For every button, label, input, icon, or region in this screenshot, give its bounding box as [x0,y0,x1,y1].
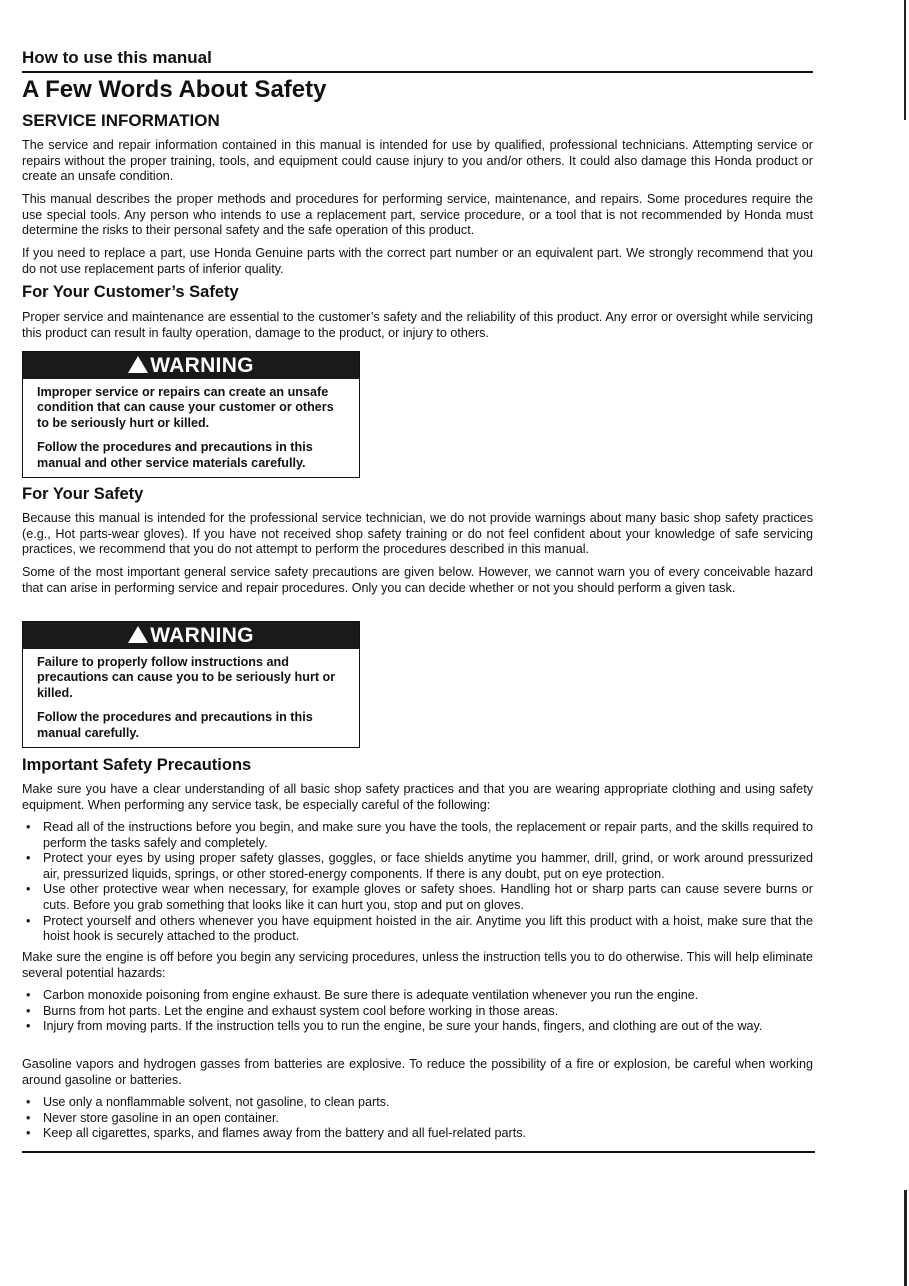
service-info-paragraph-2: This manual describes the proper methods and procedures for performing service, maintenance, and repairs. Some procedures require the use special tools. Any person who intends to use a replacement part, service procedure, or a tool that is not recommended by Honda must determine the risks to their personal safety and the safe operation of this product. [22,192,813,238]
list-item: • Carbon monoxide poisoning from engine exhaust. Be sure there is adequate ventilation whenever you run the engine. [22,988,813,1004]
bottom-rule [22,1151,815,1153]
your-safety-heading: For Your Safety [22,485,144,503]
list-item: • Injury from moving parts. If the instruction tells you to run the engine, be sure your hands, fingers, and clothing are out of the way. [22,1019,813,1035]
your-safety-paragraph-2: Some of the most important general service safety precautions are given below. However, we cannot warn you of every conceivable hazard that can arise in performing service and repair procedures. Only you can decide whether or not you should perform a given task. [22,565,813,595]
service-info-section [22,111,813,131]
list-item: • Use other protective wear when necessary, for example gloves or safety shoes. Handling hot or sharp parts can cause severe burns or cuts. Before you grab something that looks like it can hurt you, stop and put on gloves. [22,882,813,913]
warning-header-1 [23,352,359,379]
warning-box-1 [22,351,360,478]
engine-off-block [22,950,813,981]
precautions-list-1 [22,820,813,945]
warning-header-2 [23,622,359,649]
precautions-intro: Make sure you have a clear understanding of all basic shop safety practices and that you are wearing appropriate clothing and using safety equipment. When performing any service task, be especially careful of the following: [22,782,813,812]
warning-2-line-2: Follow the procedures and precautions in this manual carefully. [37,710,313,740]
scan-edge-mark [904,0,906,120]
precautions-intro-block [22,782,813,813]
list-item: • Read all of the instructions before you begin, and make sure you have the tools, the replacement or repair parts, and the skills required to perform the tasks safely and completely. [22,820,813,851]
your-safety-paragraph-1: Because this manual is intended for the professional service technician, we do not provide warnings about many basic shop safety practices (e.g., Hot parts-wear gloves). If you have not received shop safety training or do not feel confident about your knowledge of safe servicing practices, we recommend that you do not attempt to perform the procedures described in this manual. [22,511,813,557]
customer-safety-heading: For Your Customer’s Safety [22,283,239,301]
service-info-para-1-block [22,138,813,185]
customer-safety-para-block [22,310,813,341]
warning-2-line-1: Failure to properly follow instructions and precautions can cause you to be seriously hurt or killed. [37,655,336,700]
warning-body-1 [23,379,359,477]
scan-edge-mark [904,1190,907,1286]
list-item: • Never store gasoline in an open container. [22,1111,813,1127]
warning-1-line-2: Follow the procedures and precautions in this manual and other service materials carefully. [37,440,313,470]
gasoline-paragraph: Gasoline vapors and hydrogen gasses from batteries are explosive. To reduce the possibility of a fire or explosion, be careful when working around gasoline or batteries. [22,1057,813,1087]
your-safety-para-2-block [22,565,813,596]
warning-body-2 [23,649,359,747]
your-safety-section [22,485,813,504]
service-info-paragraph-1: The service and repair information contained in this manual is intended for use by qualified, professional technicians. Attempting service or repairs without the proper training, tools, and equipment could cause injury to you and/or others. It could also damage this Honda product or create an unsafe condition. [22,138,813,184]
precautions-list-2-block [22,988,813,1035]
precautions-list-3-block [22,1095,813,1142]
warning-triangle-icon [128,356,148,373]
list-item: • Burns from hot parts. Let the engine and exhaust system cool before working in those areas. [22,1004,813,1020]
list-item: • Keep all cigarettes, sparks, and flames away from the battery and all fuel-related parts. [22,1126,813,1142]
service-info-heading: SERVICE INFORMATION [22,111,220,130]
warning-label-2: WARNING [150,624,254,647]
engine-off-paragraph: Make sure the engine is off before you begin any servicing procedures, unless the instruction tells you to do otherwise. This will help eliminate several potential hazards: [22,950,813,980]
warning-triangle-icon [128,626,148,643]
section-header: How to use this manual [22,48,813,73]
service-info-para-2-block [22,192,813,239]
warning-1-line-1: Improper service or repairs can create an unsafe condition that can cause your customer or others to be seriously hurt or killed. [37,385,334,430]
precautions-section [22,756,813,775]
list-item: • Protect your eyes by using proper safety glasses, goggles, or face shields anytime you hammer, drill, grind, or work around pressurized air, pressurized liquids, springs, or other stored-energy components. If there is any doubt, put on eye protection. [22,851,813,882]
customer-safety-paragraph: Proper service and maintenance are essential to the customer’s safety and the reliability of this product. Any error or oversight while servicing this product can result in faulty operation, damage to the product, or injury to others. [22,310,813,340]
precautions-list-3 [22,1095,813,1142]
precautions-heading: Important Safety Precautions [22,756,252,774]
warning-label-1: WARNING [150,354,254,377]
warning-box-2 [22,621,360,748]
list-item: • Use only a nonflammable solvent, not gasoline, to clean parts. [22,1095,813,1111]
gasoline-block [22,1057,813,1088]
precautions-list-2 [22,988,813,1035]
customer-safety-section [22,283,813,302]
precautions-list-1-block [22,820,813,945]
your-safety-para-1-block [22,511,813,558]
list-item: • Protect yourself and others whenever you have equipment hoisted in the air. Anytime you lift this product with a hoist, make sure that the hoist hook is securely attached to the product. [22,914,813,945]
service-info-paragraph-3: If you need to replace a part, use Honda Genuine parts with the correct part number or an equivalent part. We strongly recommend that you do not use replacement parts of inferior quality. [22,246,813,276]
service-info-para-3-block [22,246,813,277]
page-title: A Few Words About Safety [22,76,327,103]
